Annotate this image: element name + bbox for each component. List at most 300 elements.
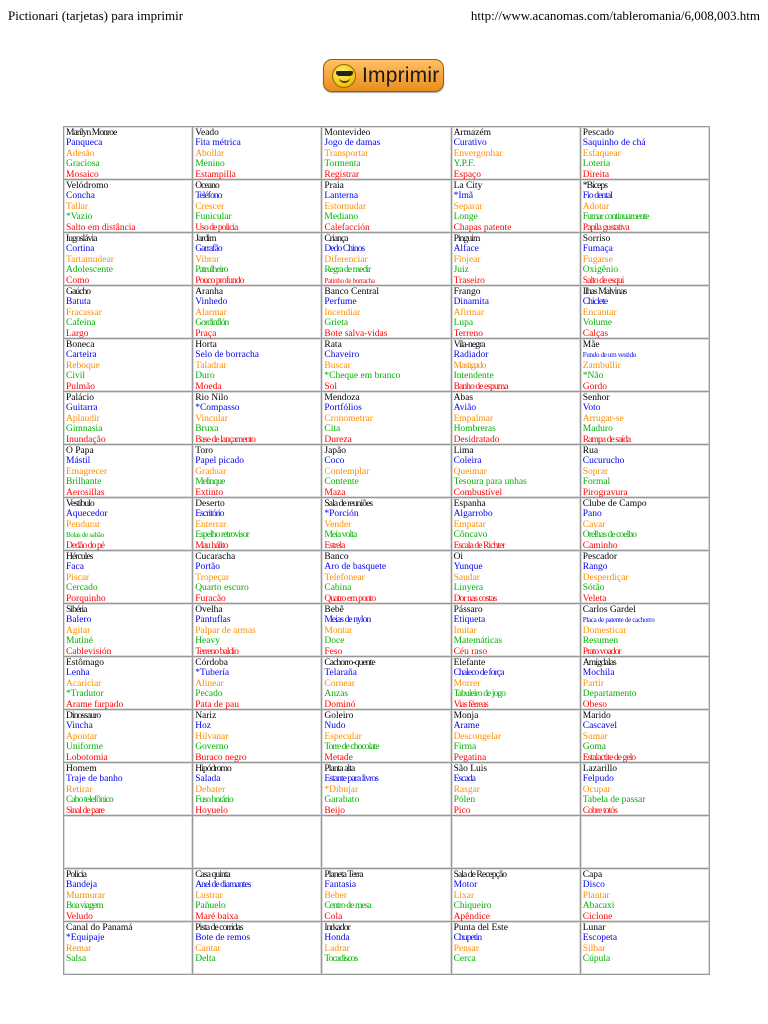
card-word: *Porción [324, 509, 359, 520]
card-word: Prato voador [582, 646, 621, 656]
pictionary-card [64, 233, 193, 286]
card-word: Traseiro [453, 275, 485, 285]
card-word: Sótão [582, 583, 605, 594]
card-word: Civil [66, 371, 86, 382]
card-word: Pássaro [453, 605, 483, 615]
page-url: http://www.acanomas.com/tableromania/6,008,003.htm [470, 8, 760, 23]
pictionary-card [64, 498, 193, 551]
card-row [64, 180, 710, 233]
card-word: Rua [582, 446, 599, 456]
card-word: Perfume [324, 297, 357, 308]
card-word: Cornear [324, 678, 355, 689]
card-word: Mendoza [324, 393, 360, 403]
card-word: Rasgar [453, 784, 480, 795]
card-word: Oceano [195, 181, 219, 191]
pictionary-card [451, 233, 580, 286]
card-word: Escritório [195, 509, 224, 520]
card-word: Escopeta [582, 933, 618, 944]
card-word: Faca [66, 562, 84, 573]
card-word: Buscar [324, 360, 351, 371]
card-row [64, 922, 710, 975]
pictionary-card [451, 763, 580, 816]
pictionary-card [322, 233, 451, 286]
card-word: Estornudar [324, 201, 367, 212]
card-word: Juiz [453, 265, 469, 276]
pictionary-card [580, 498, 709, 551]
card-word: Montar [324, 625, 353, 636]
card-word: Uniforme [66, 742, 103, 753]
card-word: Papel picado [195, 456, 244, 467]
card-word: Fumar continuamente [582, 212, 649, 223]
card-word: Algarrobo [453, 509, 493, 520]
card-word: O Papa [66, 446, 94, 456]
card-word: Pinguim [453, 234, 480, 244]
card-word: Dedão do pé [66, 540, 105, 550]
card-word: Banco [324, 552, 349, 562]
card-word: Feso [324, 646, 343, 656]
pictionary-card [451, 180, 580, 233]
card-word: Pouco profundo [195, 275, 244, 285]
card-word: Nariz [195, 711, 217, 721]
pictionary-card [322, 922, 451, 975]
pictionary-card [193, 869, 322, 922]
card-word: Diferenciar [324, 254, 368, 265]
card-word: Abas [453, 393, 474, 403]
card-word: Curativo [453, 138, 487, 149]
card-word: Tesoura para unhas [453, 477, 527, 488]
card-word: Sol [324, 381, 338, 391]
pictionary-card [193, 233, 322, 286]
card-word: Patrulheiro [195, 265, 228, 276]
card-word: *Equipaje [66, 933, 105, 944]
card-word: Domesticar [582, 625, 627, 636]
card-word: Registrar [324, 169, 360, 179]
card-word: Coco [324, 456, 345, 467]
card-word: Extinto [195, 487, 224, 497]
card-word: Aquecedor [66, 509, 108, 520]
card-word: Abacaxi [582, 901, 615, 912]
card-word: Escada [453, 774, 476, 785]
card-word: Quatro em ponto [324, 593, 376, 603]
pictionary-card [322, 392, 451, 445]
card-word: Homem [66, 764, 97, 774]
card-word: Bolas de sabão [66, 531, 104, 540]
card-word: Horta [195, 340, 217, 350]
pictionary-card [64, 710, 193, 763]
card-word: Pecado [195, 689, 223, 700]
card-word: Telaraña [324, 668, 357, 679]
card-word: Salto de esqui [582, 275, 624, 285]
card-word: Dureza [324, 434, 352, 444]
card-word: Aplaudir [66, 413, 100, 424]
card-word: Mediano [324, 212, 359, 223]
pictionary-card [322, 604, 451, 657]
card-word: Ocupar [582, 784, 611, 795]
card-word: Ciclone [582, 911, 613, 921]
card-word: Incendiar [324, 307, 361, 318]
card-word: Saudar [453, 572, 480, 583]
pictionary-card [322, 286, 451, 339]
card-word: Porquinho [66, 593, 106, 603]
card-word: Coleira [453, 456, 482, 467]
card-word: Brilhante [66, 477, 102, 488]
card-word: Panqueca [66, 138, 103, 149]
card-word: Hilvanar [195, 731, 229, 742]
pictionary-card [193, 498, 322, 551]
card-word: Fita métrica [195, 138, 241, 149]
card-word: Canal do Panamá [66, 923, 133, 933]
card-word: Honda [324, 933, 350, 944]
card-word: Oxigênio [582, 265, 619, 276]
card-word: Rio Nilo [195, 393, 229, 403]
card-word: Agitar [66, 625, 91, 636]
card-word: Formal [582, 477, 611, 488]
card-word: Mastigado [453, 360, 486, 371]
card-word: Longe [453, 212, 478, 223]
card-word: Taladrar [195, 360, 227, 371]
card-word: Nudo [324, 721, 346, 732]
card-word: Avião [453, 403, 477, 414]
card-word: Ladrar [324, 943, 350, 954]
card-word: Marido [582, 711, 611, 721]
card-word: Veado [195, 128, 219, 138]
card-word: Tartamudear [66, 254, 114, 265]
card-row [64, 869, 710, 922]
pictionary-card [580, 445, 709, 498]
pictionary-card [322, 710, 451, 763]
card-word: Buraco negro [195, 752, 247, 762]
card-word: Governo [195, 742, 229, 753]
card-word: Cucurucho [582, 456, 625, 467]
card-word: Duro [195, 371, 215, 382]
card-word: Graduar [195, 466, 227, 477]
card-word: Cucaracha [195, 552, 236, 562]
card-word: Arrugar-se [582, 413, 624, 424]
card-word: Clube de Campo [582, 499, 647, 509]
card-word: Centro de mesa [324, 901, 371, 912]
card-word: Especular [324, 731, 362, 742]
card-word: Lenha [66, 668, 90, 679]
card-word: Soprar [582, 466, 609, 477]
pictionary-card [193, 392, 322, 445]
pictionary-card [322, 180, 451, 233]
card-word: Cascavel [582, 721, 618, 732]
card-word: Dinossauro [66, 711, 101, 721]
card-word: Maza [324, 487, 346, 497]
card-word: Tallar [66, 201, 89, 212]
card-word: Emagrecer [66, 466, 108, 477]
card-word: Beijo [324, 805, 345, 815]
card-word: Caminho [582, 540, 618, 550]
pictionary-card [322, 763, 451, 816]
card-word: *Vazio [66, 212, 93, 223]
pictionary-card [580, 392, 709, 445]
card-word: Mochila [582, 668, 615, 679]
card-word: Rango [582, 562, 608, 573]
card-word: Desidratado [453, 434, 500, 444]
card-word: Crescer [195, 201, 225, 212]
card-word: Pañuelo [195, 901, 226, 912]
card-word: Balero [66, 615, 92, 626]
card-word: Vincha [66, 721, 93, 732]
card-word: Como [66, 275, 90, 285]
print-button[interactable] [323, 59, 444, 92]
card-word: Gaúcho [66, 287, 91, 297]
card-row [64, 551, 710, 604]
card-word: Matemáticas [453, 636, 503, 647]
card-word: Alface [453, 244, 479, 255]
card-word: Lazarillo [582, 764, 618, 774]
card-word: Morrer [453, 678, 481, 689]
card-word: Cabina [324, 583, 352, 594]
card-word: Yunque [453, 562, 483, 573]
card-word: Cronometrar [324, 413, 373, 424]
card-word: Cortina [66, 244, 95, 255]
card-word: Ovelha [195, 605, 223, 615]
pictionary-card-grid [63, 126, 710, 975]
card-word: Gordinflón [195, 318, 229, 329]
card-word: Garrafão [195, 244, 222, 255]
card-word: Vestíbulo [66, 499, 94, 509]
card-word: Espelho retrovisor [195, 530, 249, 541]
card-word: Lixar [453, 890, 475, 901]
card-row [64, 604, 710, 657]
card-word: Rampa de saída [582, 434, 631, 444]
pictionary-card [193, 922, 322, 975]
card-word: *Tradutor [66, 689, 104, 700]
card-word: Hoyuelo [195, 805, 228, 815]
pictionary-card [451, 445, 580, 498]
card-word: Apontar [66, 731, 98, 742]
card-word: Terreno baldío [195, 646, 239, 656]
card-word: Planeta Terra [324, 870, 363, 880]
card-word: Teléfono [195, 191, 222, 202]
card-word: Toro [195, 446, 213, 456]
card-word: Veleta [582, 593, 607, 603]
card-row [64, 127, 710, 180]
card-word: Salada [195, 774, 221, 785]
card-word: Pegatina [453, 752, 487, 762]
card-word: Imitar [453, 625, 477, 636]
card-word: Selo de borracha [195, 350, 260, 361]
card-word: Salsa [66, 954, 87, 965]
card-word: Uso de policia [195, 222, 238, 232]
card-word: Criança [324, 234, 348, 244]
card-word: Metade [324, 752, 353, 762]
card-word: Amígdalas [582, 658, 616, 668]
card-word: Carlos Gardel [582, 605, 636, 615]
card-word: Estrela [324, 540, 345, 550]
card-word: Senhor [582, 393, 610, 403]
card-word: Portfólios [324, 403, 362, 414]
card-word: Fracassar [66, 307, 102, 318]
card-word: Vinhedo [195, 297, 228, 308]
card-word: Funicular [195, 212, 232, 223]
pictionary-card [322, 339, 451, 392]
pictionary-card [193, 604, 322, 657]
card-word: Lustrar [195, 890, 223, 901]
pictionary-card [64, 763, 193, 816]
card-word: Casa quinta [195, 870, 230, 880]
card-word: Capa [582, 870, 603, 880]
card-word: Fio dental [582, 191, 613, 202]
card-word: Anel de diamantes [195, 880, 251, 891]
pictionary-card [580, 763, 709, 816]
card-word: Meia volta [324, 530, 357, 541]
card-word: Sinal de pare [66, 805, 104, 815]
card-word: Plantar [582, 890, 610, 901]
card-word: Cafeína [66, 318, 96, 329]
card-word: Obeso [582, 699, 608, 709]
card-word: Chupetín [453, 933, 482, 944]
card-word: Adotar [582, 201, 610, 212]
pictionary-card [451, 869, 580, 922]
pictionary-card [322, 498, 451, 551]
card-word: Felpudo [582, 774, 614, 785]
card-word: Vibrar [195, 254, 220, 265]
card-word: Monja [453, 711, 479, 721]
card-word: Saquinho de chá [582, 138, 646, 149]
card-word: Murmurar [66, 890, 106, 901]
card-word: Lupa [453, 318, 474, 329]
card-word: Heavy [195, 636, 220, 647]
card-word: Envergonhar [453, 148, 503, 159]
card-word: Tabuleiro de jogo [453, 689, 506, 700]
card-word: Inundação [66, 434, 106, 444]
pictionary-card [64, 445, 193, 498]
pictionary-card [580, 180, 709, 233]
card-word: Espaço [453, 169, 481, 179]
card-word: Voto [582, 403, 601, 414]
card-word: Separar [453, 201, 483, 212]
card-word: Arame farpado [66, 699, 124, 709]
card-word: Ilhas Malvinas [582, 287, 627, 297]
card-word: Bote de remos [195, 933, 251, 944]
card-word: Adesão [66, 148, 95, 159]
card-word: Pescado [582, 128, 614, 138]
card-word: *Dibujar [324, 784, 359, 795]
card-word: Punta del Este [453, 923, 508, 933]
card-word: Frango [453, 287, 481, 297]
card-word: Cabo telefônico [66, 795, 113, 806]
pictionary-card [193, 763, 322, 816]
card-word: Volume [582, 318, 613, 329]
pictionary-card [451, 604, 580, 657]
card-word: Palpar de armas [195, 625, 256, 636]
pictionary-card [193, 127, 322, 180]
card-word: Oi [453, 552, 464, 562]
card-word: Japão [324, 446, 347, 456]
pictionary-card [580, 604, 709, 657]
card-row [64, 392, 710, 445]
card-word: Estante para livros [324, 774, 378, 785]
card-word: Placa de patente de cachorro [582, 616, 655, 625]
pictionary-card [451, 339, 580, 392]
card-word: Cerca [453, 954, 476, 965]
pictionary-card [64, 551, 193, 604]
card-word: Vincular [195, 413, 228, 424]
card-row [64, 286, 710, 339]
card-word: Alarmar [195, 307, 227, 318]
card-word: Palácio [66, 393, 94, 403]
pictionary-card [451, 922, 580, 975]
pictionary-card [64, 180, 193, 233]
card-word: Chaveiro [324, 350, 360, 361]
card-word: Etiqueta [453, 615, 486, 626]
card-word: Arame [453, 721, 480, 732]
pictionary-card [451, 127, 580, 180]
card-word: Goleiro [324, 711, 354, 721]
card-word: Enterrar [195, 519, 227, 530]
card-word: Batuta [66, 297, 91, 308]
card-row [64, 445, 710, 498]
card-word: Zambullir [582, 360, 621, 371]
card-word: Aerosillas [66, 487, 105, 497]
card-word: Debater [195, 784, 226, 795]
card-word: Escala de Richter [453, 540, 505, 550]
card-word: Carteira [66, 350, 97, 361]
pictionary-card [580, 710, 709, 763]
card-word: Delta [195, 954, 216, 965]
card-word: Bebê [324, 605, 344, 615]
card-word: *Compasso [195, 403, 240, 414]
card-word: Jardim [195, 234, 216, 244]
card-word: Chiclete [582, 297, 608, 308]
card-word: Vias férreas [453, 699, 488, 709]
card-word: Montevideo [324, 128, 371, 138]
card-word: La City [453, 181, 483, 191]
pictionary-card [322, 551, 451, 604]
card-word: Retirar [66, 784, 93, 795]
pictionary-card [580, 286, 709, 339]
card-word: Cachorro-quente [324, 658, 375, 668]
card-word: Cercado [66, 583, 98, 594]
card-word: Encantar [582, 307, 617, 318]
card-word: *Imã [453, 191, 474, 202]
pictionary-card [451, 657, 580, 710]
card-word: Fugarse [582, 254, 613, 265]
card-word: Guitarra [66, 403, 98, 414]
card-word: Tabela de passar [582, 795, 646, 806]
card-word: Gimnasia [66, 424, 103, 435]
card-word: Apêndice [453, 911, 490, 921]
card-word: Dedo Chinos [324, 244, 365, 255]
card-word: Banco Central [324, 287, 379, 297]
empty-card [193, 816, 322, 869]
card-word: Resumen [582, 636, 619, 647]
card-word: Transportar [324, 148, 369, 159]
pictionary-card [580, 233, 709, 286]
pictionary-card [64, 869, 193, 922]
card-word: Desperdiçar [582, 572, 629, 583]
pictionary-card [322, 657, 451, 710]
card-word: Córdoba [195, 658, 228, 668]
card-word: Bandeja [66, 880, 98, 891]
card-word: Aro de basquete [324, 562, 387, 573]
card-word: Pico [453, 805, 471, 815]
card-word: Disco [582, 880, 605, 891]
pictionary-card [451, 286, 580, 339]
card-word: Traje de banho [66, 774, 123, 785]
smiley-sunglasses-icon [332, 64, 356, 88]
card-word: Esfaquear [582, 148, 621, 159]
pictionary-card [451, 392, 580, 445]
card-word: Hombreras [453, 424, 496, 435]
pictionary-card [64, 604, 193, 657]
card-word: Cita [324, 424, 341, 435]
card-word: Côncavo [453, 530, 488, 541]
card-word: Grieta [324, 318, 349, 329]
